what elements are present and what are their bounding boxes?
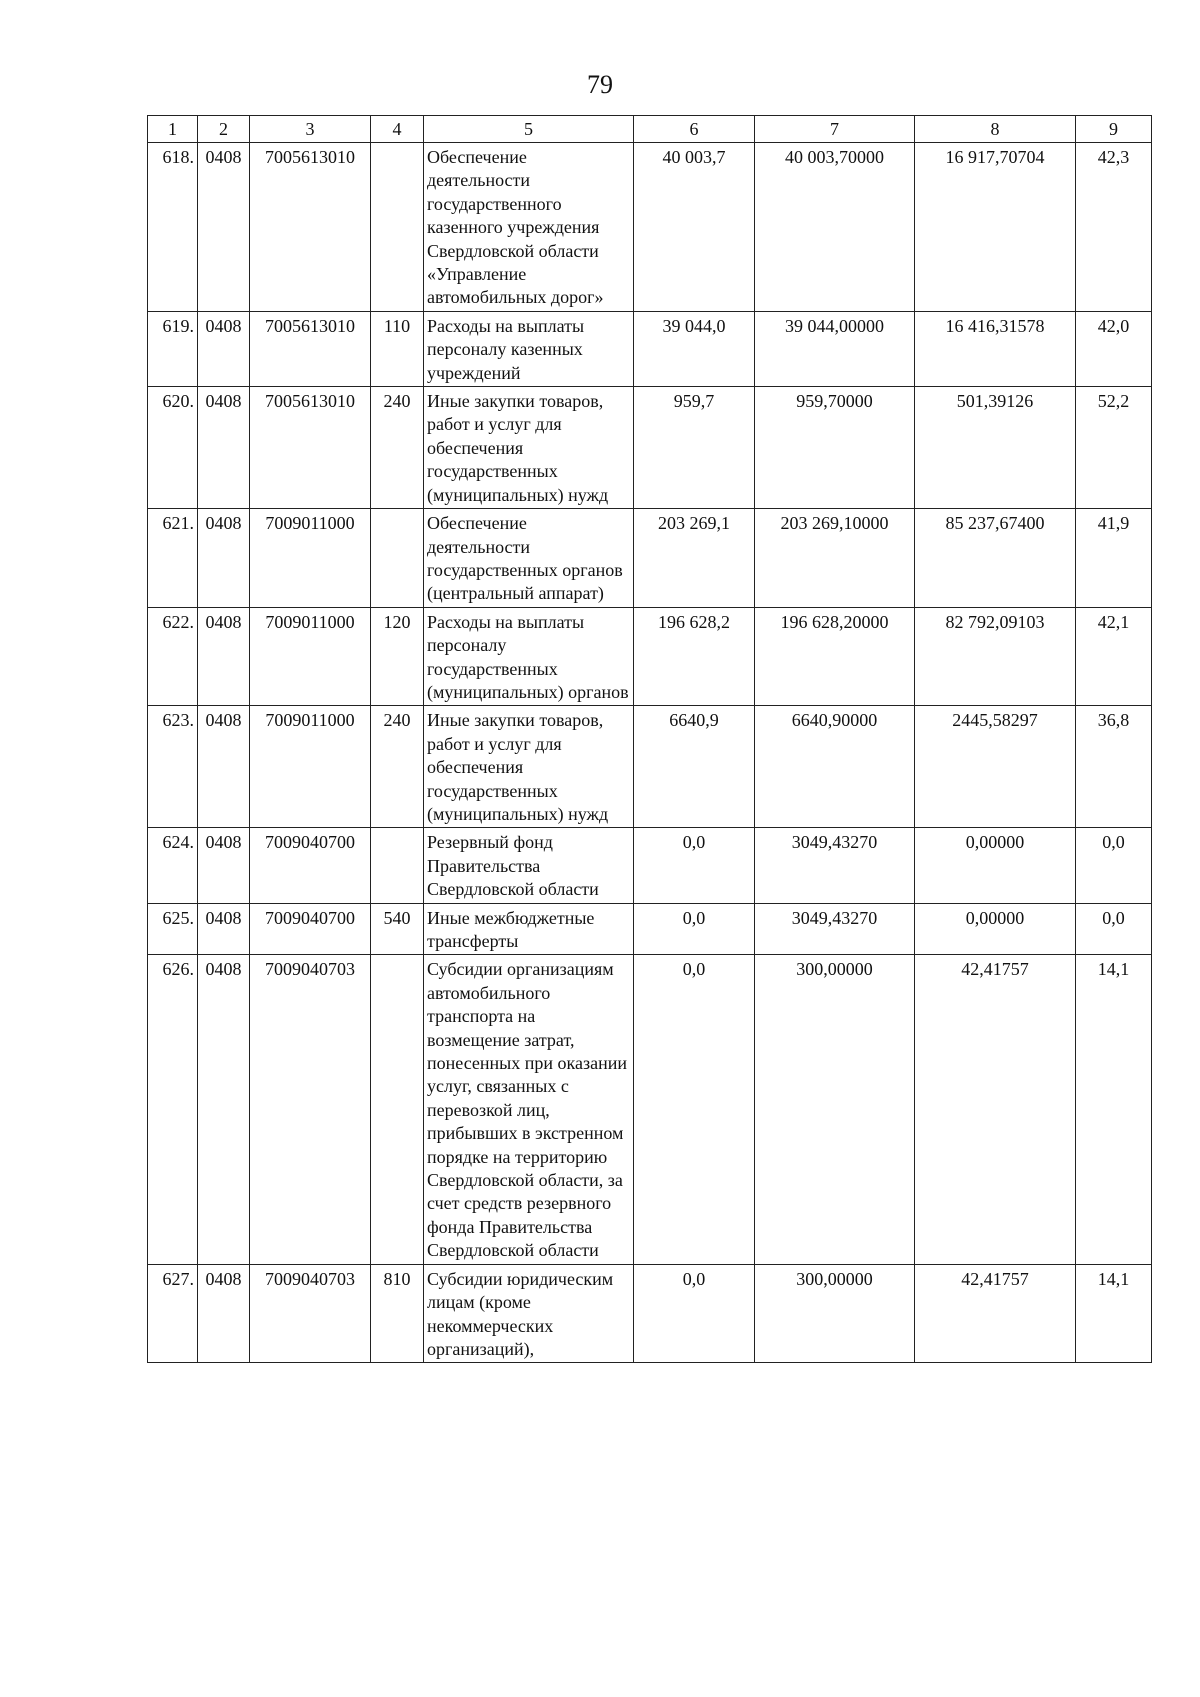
row-number: 625. [148,903,198,955]
execution-percent: 42,3 [1076,143,1152,312]
plan-amount: 3049,43270 [755,903,915,955]
table-body [148,143,1152,1363]
approved-amount: 6640,9 [634,706,755,828]
expense-type-code [371,509,424,608]
expense-type-code [371,828,424,903]
expense-type-code [371,955,424,1264]
table-row [148,311,1152,386]
plan-amount: 959,70000 [755,387,915,509]
row-number: 618. [148,143,198,312]
item-description: Резервный фонд Правительства Свердловской области [424,828,634,903]
executed-amount: 0,00000 [915,828,1076,903]
section-code: 0408 [198,607,250,706]
item-description: Обеспечение деятельности государственного казенного учреждения Свердловской области «Управление автомобильных дорог» [424,143,634,312]
plan-amount: 6640,90000 [755,706,915,828]
row-number: 622. [148,607,198,706]
executed-amount: 85 237,67400 [915,509,1076,608]
row-number: 623. [148,706,198,828]
executed-amount: 42,41757 [915,1264,1076,1363]
header-row [148,116,1152,143]
item-description: Иные межбюджетные трансферты [424,903,634,955]
col-header-7: 7 [755,116,915,143]
section-code: 0408 [198,903,250,955]
table-row [148,828,1152,903]
execution-percent: 36,8 [1076,706,1152,828]
page-number: 79 [587,70,613,99]
expense-type-code: 810 [371,1264,424,1363]
plan-amount: 300,00000 [755,955,915,1264]
execution-percent: 14,1 [1076,1264,1152,1363]
execution-percent: 0,0 [1076,828,1152,903]
expense-type-code: 540 [371,903,424,955]
expense-type-code: 240 [371,387,424,509]
execution-percent: 42,1 [1076,607,1152,706]
target-item-code: 7009040700 [250,828,371,903]
item-description: Расходы на выплаты персоналу казенных учреждений [424,311,634,386]
row-number: 621. [148,509,198,608]
plan-amount: 40 003,70000 [755,143,915,312]
expense-type-code [371,143,424,312]
table-row [148,1264,1152,1363]
section-code: 0408 [198,143,250,312]
item-description: Иные закупки товаров, работ и услуг для обеспечения государственных (муниципальных) нужд [424,387,634,509]
executed-amount: 16 416,31578 [915,311,1076,386]
target-item-code: 7009011000 [250,509,371,608]
row-number: 619. [148,311,198,386]
expense-type-code: 240 [371,706,424,828]
table-row [148,607,1152,706]
item-description: Иные закупки товаров, работ и услуг для обеспечения государственных (муниципальных) нужд [424,706,634,828]
target-item-code: 7009040703 [250,1264,371,1363]
approved-amount: 39 044,0 [634,311,755,386]
executed-amount: 501,39126 [915,387,1076,509]
item-description: Обеспечение деятельности государственных органов (центральный аппарат) [424,509,634,608]
target-item-code: 7005613010 [250,387,371,509]
target-item-code: 7009040703 [250,955,371,1264]
col-header-5: 5 [424,116,634,143]
col-header-6: 6 [634,116,755,143]
approved-amount: 203 269,1 [634,509,755,608]
execution-percent: 42,0 [1076,311,1152,386]
approved-amount: 0,0 [634,955,755,1264]
row-number: 620. [148,387,198,509]
target-item-code: 7009011000 [250,706,371,828]
target-item-code: 7005613010 [250,143,371,312]
budget-table [147,115,1152,1363]
section-code: 0408 [198,828,250,903]
approved-amount: 196 628,2 [634,607,755,706]
table-row [148,903,1152,955]
col-header-3: 3 [250,116,371,143]
approved-amount: 0,0 [634,1264,755,1363]
approved-amount: 0,0 [634,828,755,903]
executed-amount: 0,00000 [915,903,1076,955]
expense-type-code: 120 [371,607,424,706]
plan-amount: 203 269,10000 [755,509,915,608]
section-code: 0408 [198,955,250,1264]
section-code: 0408 [198,387,250,509]
expense-type-code: 110 [371,311,424,386]
target-item-code: 7009040700 [250,903,371,955]
item-description: Субсидии организациям автомобильного транспорта на возмещение затрат, понесенных при оказании услуг, связанных с перевозкой лиц, прибывших в экстренном порядке на территорию Свердловской области, за счет средств резервного фонда Правительства Свердловской области [424,955,634,1264]
executed-amount: 82 792,09103 [915,607,1076,706]
col-header-9: 9 [1076,116,1152,143]
section-code: 0408 [198,311,250,386]
section-code: 0408 [198,706,250,828]
plan-amount: 196 628,20000 [755,607,915,706]
col-header-1: 1 [148,116,198,143]
table-row [148,706,1152,828]
item-description: Расходы на выплаты персоналу государственных (муниципальных) органов [424,607,634,706]
executed-amount: 2445,58297 [915,706,1076,828]
target-item-code: 7009011000 [250,607,371,706]
plan-amount: 300,00000 [755,1264,915,1363]
approved-amount: 40 003,7 [634,143,755,312]
approved-amount: 959,7 [634,387,755,509]
execution-percent: 41,9 [1076,509,1152,608]
table-row [148,143,1152,312]
table-row [148,955,1152,1264]
section-code: 0408 [198,509,250,608]
plan-amount: 39 044,00000 [755,311,915,386]
col-header-8: 8 [915,116,1076,143]
approved-amount: 0,0 [634,903,755,955]
target-item-code: 7005613010 [250,311,371,386]
table-row [148,509,1152,608]
section-code: 0408 [198,1264,250,1363]
row-number: 626. [148,955,198,1264]
row-number: 627. [148,1264,198,1363]
execution-percent: 0,0 [1076,903,1152,955]
executed-amount: 16 917,70704 [915,143,1076,312]
plan-amount: 3049,43270 [755,828,915,903]
execution-percent: 14,1 [1076,955,1152,1264]
table-row [148,387,1152,509]
col-header-4: 4 [371,116,424,143]
execution-percent: 52,2 [1076,387,1152,509]
item-description: Субсидии юридическим лицам (кроме некоммерческих организаций), [424,1264,634,1363]
col-header-2: 2 [198,116,250,143]
executed-amount: 42,41757 [915,955,1076,1264]
row-number: 624. [148,828,198,903]
